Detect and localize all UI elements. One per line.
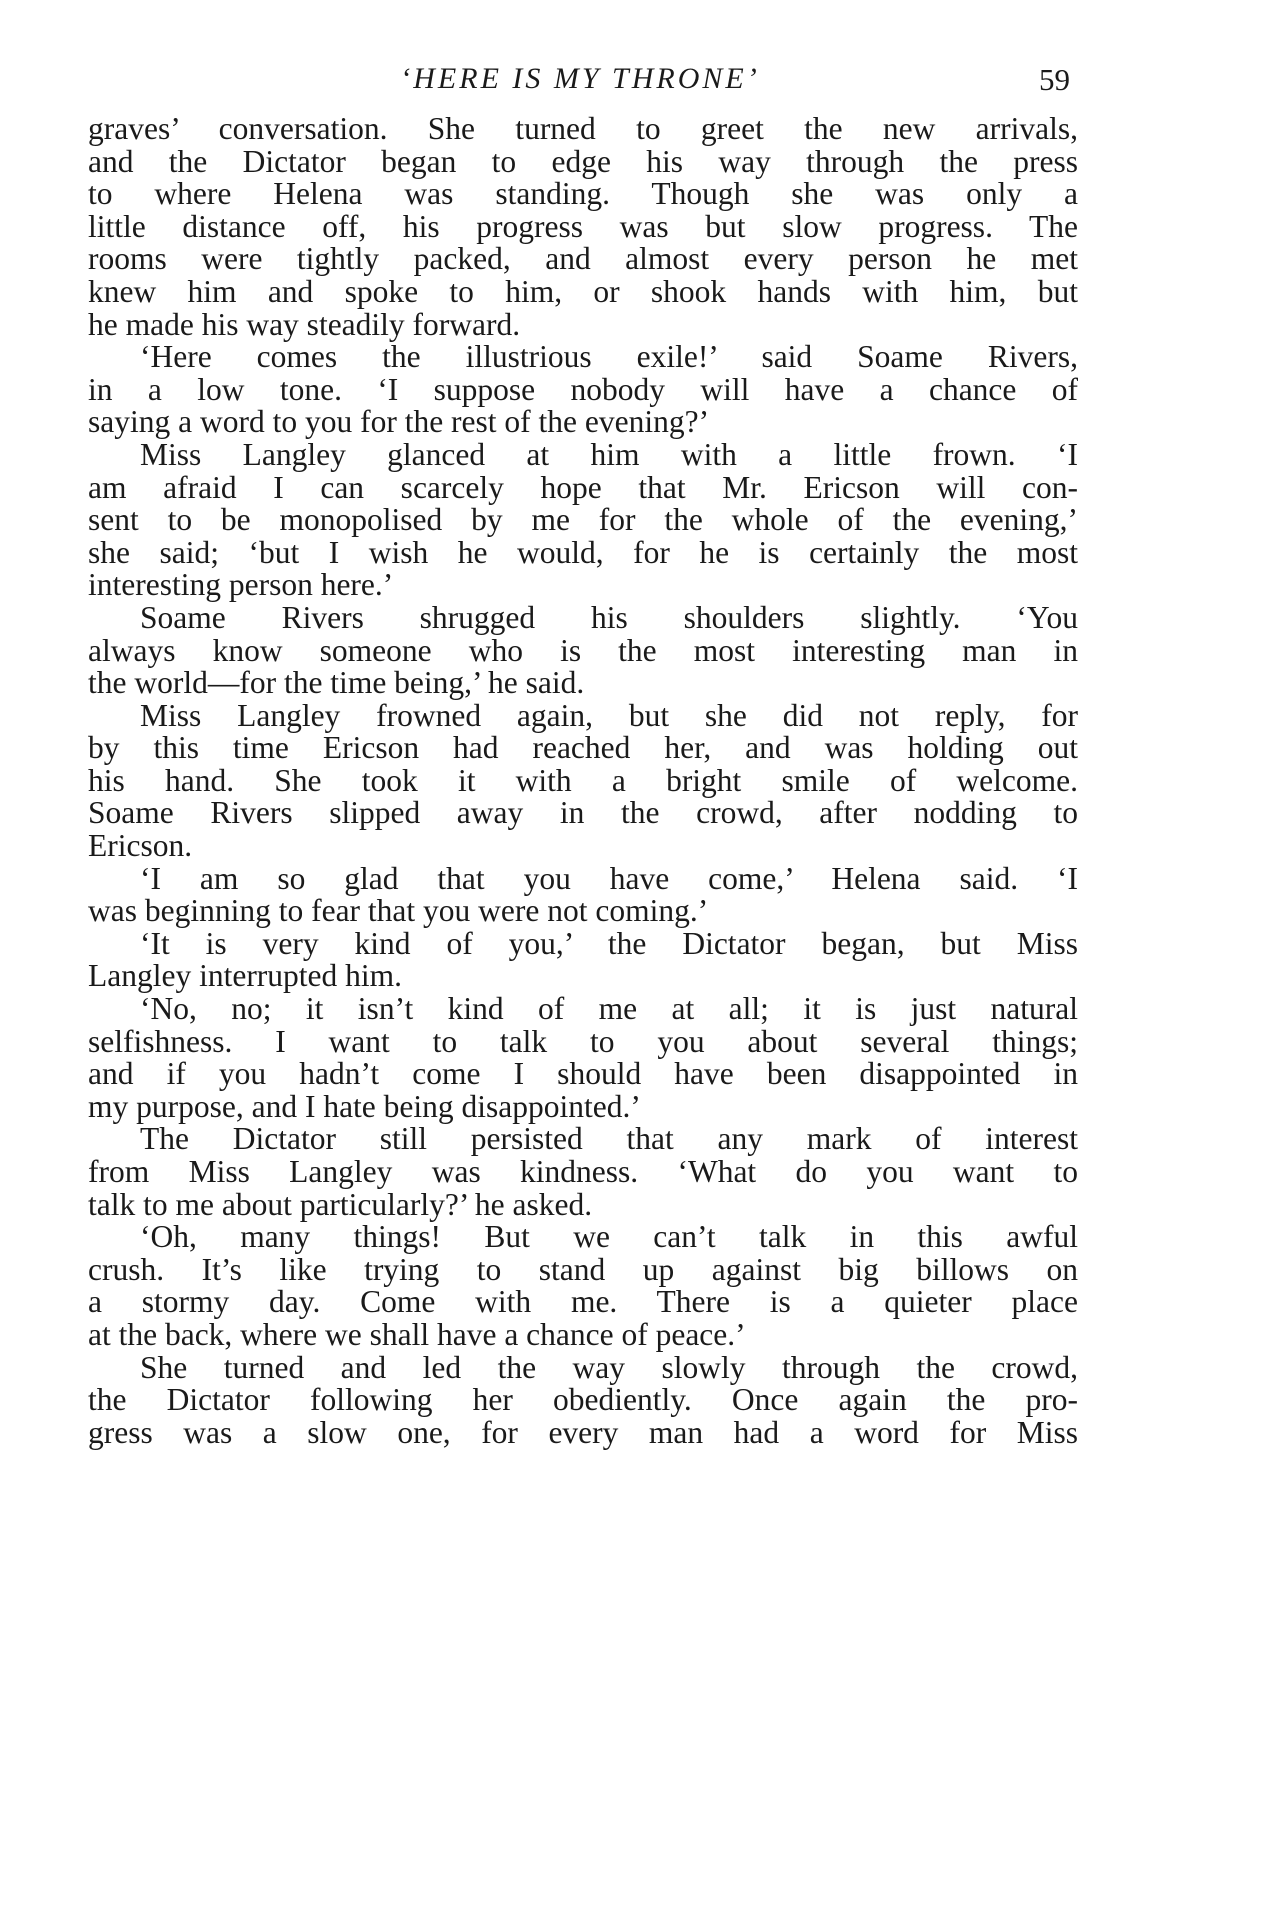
text-line: graves’ conversation. She turned to greet the new arrivals, bbox=[88, 111, 1078, 146]
text-line: The Dictator still persisted that any mark of interest bbox=[140, 1121, 1078, 1157]
page-number: 59 bbox=[1039, 62, 1070, 97]
text-line: Soame Rivers shrugged his shoulders slightly. ‘You bbox=[140, 599, 1078, 635]
text-line: Langley interrupted him. bbox=[88, 958, 403, 994]
text-line: ‘Here comes the illustrious exile!’ said Soame Rivers, bbox=[140, 339, 1078, 375]
text-line: and if you hadn’t come I should have been disappointed in bbox=[88, 1056, 1078, 1092]
text-line: she said; ‘but I wish he would, for he is certainly the most bbox=[88, 534, 1078, 570]
text-line: knew him and spoke to him, or shook hands with him, but bbox=[88, 273, 1078, 309]
text-line: by this time Ericson had reached her, and was holding out bbox=[88, 730, 1078, 766]
text-line: saying a word to you for the rest of the evening?’ bbox=[88, 404, 710, 440]
text-line: Miss Langley frowned again, but she did not reply, for bbox=[140, 697, 1078, 733]
text-line: Ericson. bbox=[88, 828, 193, 864]
text-line: my purpose, and I hate being disappointed.’ bbox=[88, 1088, 641, 1124]
body-text bbox=[88, 113, 1078, 1449]
text-line: sent to be monopolised by me for the whole of the evening,’ bbox=[88, 502, 1078, 538]
running-title: ‘HERE IS MY THRONE’ bbox=[400, 62, 760, 95]
text-line: his hand. She took it with a bright smile of welcome. bbox=[88, 762, 1078, 798]
text-line: talk to me about particularly?’ he asked. bbox=[88, 1186, 593, 1222]
text-line: selfishness. I want to talk to you about several things; bbox=[88, 1023, 1078, 1059]
text-line: the Dictator following her obediently. Once again the pro- bbox=[88, 1382, 1078, 1418]
text-line: ‘I am so glad that you have come,’ Helena said. ‘I bbox=[140, 860, 1078, 896]
text-line: She turned and led the way slowly through the crowd, bbox=[140, 1349, 1078, 1385]
text-line: am afraid I can scarcely hope that Mr. Ericson will con- bbox=[88, 469, 1078, 505]
text-line: in a low tone. ‘I suppose nobody will have a chance of bbox=[88, 371, 1078, 407]
text-line: and the Dictator began to edge his way through the press bbox=[88, 143, 1078, 179]
text-line: ‘It is very kind of you,’ the Dictator began, but Miss bbox=[140, 925, 1078, 961]
text-line: interesting person here.’ bbox=[88, 567, 394, 603]
text-line: crush. It’s like trying to stand up against big billows on bbox=[88, 1251, 1078, 1287]
text-line: Soame Rivers slipped away in the crowd, after nodding to bbox=[88, 795, 1078, 831]
text-line: ‘No, no; it isn’t kind of me at all; it is just natural bbox=[140, 991, 1078, 1027]
text-line: little distance off, his progress was but slow progress. The bbox=[88, 208, 1078, 244]
running-head bbox=[90, 62, 1070, 102]
text-line: he made his way steadily forward. bbox=[88, 306, 521, 342]
text-line: rooms were tightly packed, and almost every person he met bbox=[88, 241, 1078, 277]
text-line: a stormy day. Come with me. There is a quieter place bbox=[88, 1284, 1078, 1320]
text-line: ‘Oh, many things! But we can’t talk in this awful bbox=[140, 1219, 1078, 1255]
text-line: at the back, where we shall have a chance of peace.’ bbox=[88, 1316, 746, 1352]
text-line: to where Helena was standing. Though she was only a bbox=[88, 176, 1078, 212]
text-line: the world—for the time being,’ he said. bbox=[88, 665, 585, 701]
text-line: always know someone who is the most interesting man in bbox=[88, 632, 1078, 668]
text-line: gress was a slow one, for every man had a word for Miss bbox=[88, 1414, 1078, 1450]
text-line: was beginning to fear that you were not coming.’ bbox=[88, 893, 709, 929]
text-line: from Miss Langley was kindness. ‘What do you want to bbox=[88, 1154, 1078, 1189]
text-line: Miss Langley glanced at him with a little frown. ‘I bbox=[140, 436, 1078, 472]
